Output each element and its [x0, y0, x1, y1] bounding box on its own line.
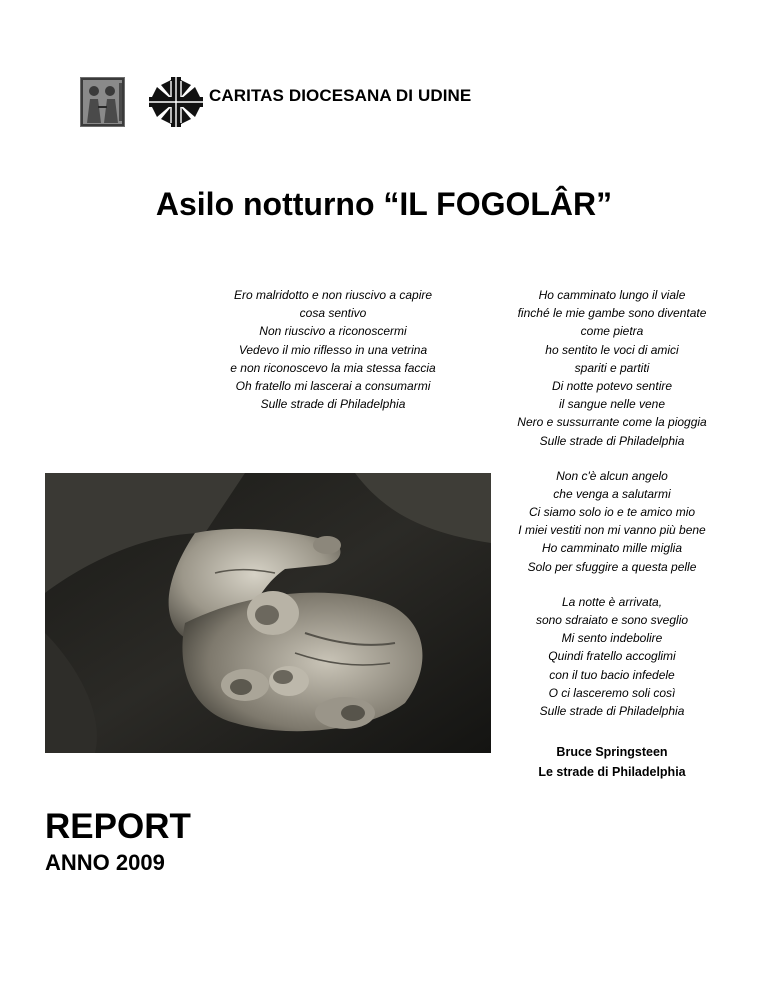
poem-line: Non riuscivo a riconoscermi [259, 324, 407, 339]
poem-line: Di notte potevo sentire [551, 378, 673, 393]
page-title: Asilo notturno “IL FOGOLÂR” [155, 186, 613, 222]
attribution-author: Bruce Springsteen [556, 745, 668, 759]
poem-line: Ero malridotto e non riuscivo a capire [233, 288, 433, 302]
poem-line: Quindi fratello accoglimi [548, 649, 676, 664]
poem-line: Mi sento indebolire [561, 631, 663, 646]
poem-stanza [482, 593, 742, 720]
poem-line: finché le mie gambe sono diventate [517, 306, 707, 321]
poem-line: I miei vestiti non mi vanno più bene [518, 523, 706, 538]
poem-line: il sangue nelle vene [558, 397, 666, 412]
poem-line: Oh fratello mi lascerai a consumarmi [235, 378, 431, 393]
poem-line: che venga a salutarmi [553, 486, 671, 501]
report-year: ANNO 2009 [45, 850, 165, 875]
poem-stanza [482, 286, 742, 450]
organization-name: CARITAS DIOCESANA DI UDINE [209, 86, 472, 105]
poem-line: Solo per sfuggire a questa pelle [527, 559, 697, 574]
attribution-song: Le strade di Philadelphia [538, 765, 686, 779]
report-title: REPORT [45, 807, 191, 846]
poem-line: ho sentito le voci di amici [545, 342, 679, 357]
poem-line: Sulle strade di Philadelphia [539, 703, 685, 718]
caritas-cross-logo-icon [149, 77, 203, 127]
poem-line: e non riconoscevo la mia stessa faccia [230, 360, 436, 375]
clasped-hands-photo [45, 473, 491, 753]
poem-line: Ci siamo solo io e te amico mio [528, 505, 696, 520]
poem-line: come pietra [580, 324, 644, 339]
poem-line: Sulle strade di Philadelphia [260, 397, 406, 412]
poem-line: con il tuo bacio infedele [549, 667, 675, 682]
poem-line: O ci lasceremo soli così [548, 685, 676, 700]
poem-line: cosa sentivo [299, 306, 367, 321]
archdiocese-seal-icon [80, 77, 125, 127]
poem-line: Vedevo il mio riflesso in una vetrina [238, 342, 428, 357]
poem-line: Ho camminato mille miglia [541, 541, 683, 556]
poem-line: Sulle strade di Philadelphia [539, 433, 685, 448]
poem-line: Nero e sussurrante come la pioggia [517, 415, 707, 430]
poem-line: La notte è arrivata, [561, 594, 663, 609]
poem-right-column [482, 286, 742, 737]
poem-line: Non c'è alcun angelo [556, 468, 668, 483]
poem-line: Ho camminato lungo il viale [538, 288, 686, 302]
poem-stanza [482, 467, 742, 576]
poem-line: spariti e partiti [574, 360, 650, 375]
poem-line: sono sdraiato e sono sveglio [535, 613, 689, 627]
song-attribution [482, 742, 742, 782]
poem-left-column [203, 286, 463, 413]
